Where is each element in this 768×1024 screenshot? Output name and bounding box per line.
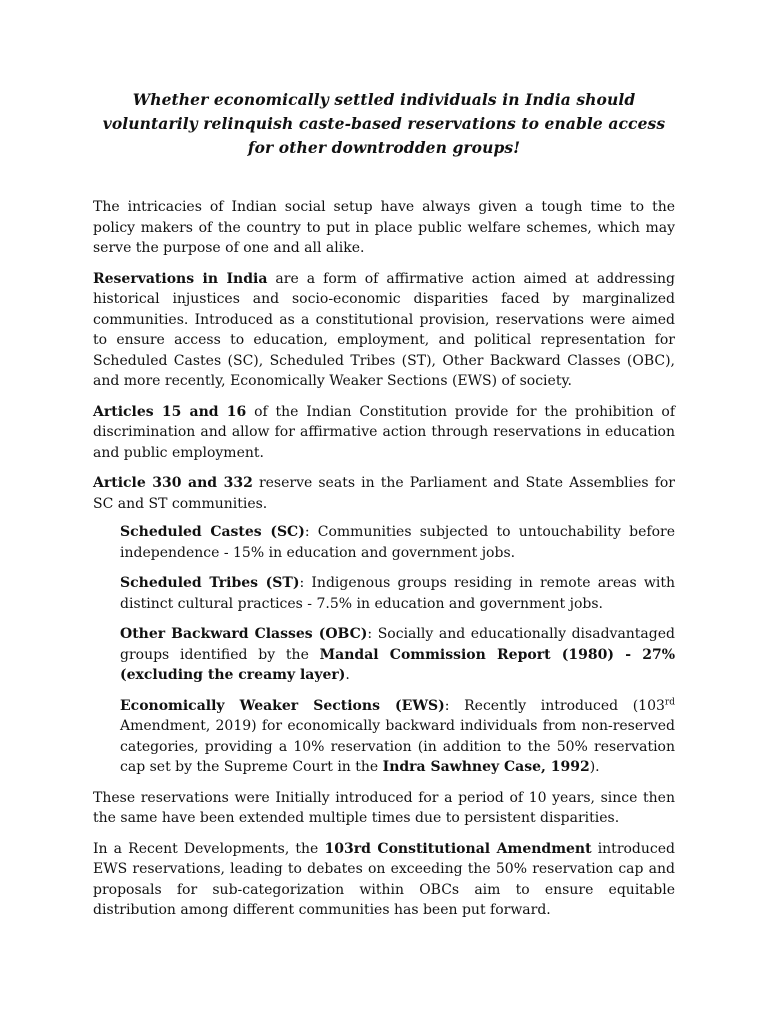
reservations-paragraph [93,269,675,392]
ews-item [120,696,675,778]
st-item [120,573,675,614]
document-body [93,197,675,931]
reservations-heading: Reservations in India [93,270,268,287]
intro-paragraph: The intricacies of Indian social setup have always given a tough time to the policy makers of the country to put in place public welfare schemes, which may serve the purpose of one and all alike. [93,199,675,256]
ews-heading: Economically Weaker Sections (EWS) [120,697,445,714]
sc-item [120,522,675,563]
obc-item [120,624,675,686]
obc-text-end: . [345,667,350,683]
st-heading: Scheduled Tribes (ST) [120,575,300,591]
recent-text-end: introduced EWS reservations, leading to debates on exceeding the 50% reservation cap and proposals for sub-categorization within OBCs aim to ensure equitable distribution among different communities has been put forward. [93,840,675,918]
articles-paragraph [93,402,675,464]
ews-text-cont: Amendment, 2019) for economically backward individuals from non-reserved categories, providing a 10% reservation (in addition to the 50% reservation cap set by the Supreme Court in the [120,718,675,775]
sc-text: : Communities subjected to untouchability before independence - 15% in education and government jobs. [120,524,675,561]
ews-superscript: rd [664,696,675,707]
ews-text: : Recently introduced (103 [444,697,665,714]
article330-text: reserve seats in the Parliament and State Assemblies for SC and ST communities. [93,475,675,512]
indra-sawhney-ref: Indra Sawhney Case, 1992 [382,759,590,775]
obc-heading: Other Backward Classes (OBC) [120,626,368,642]
articles-heading: Articles 15 and 16 [93,403,247,420]
document-title: Whether economically settled individuals in India should voluntarily relinquish caste-based reservations to enable access for other downtrodden groups! [102,90,666,157]
mandal-commission-ref: Mandal Commission Report (1980) - 27% (excluding the creamy layer) [120,646,676,683]
reservations-text: are a form of affirmative action aimed at addressing historical injustices and socio-economic disparities faced by marginalized communities. Introduced as a constitutional provision, reservations were aimed to ensure access to education, employment, and political representation for Scheduled Castes (SC), Scheduled Tribes (ST), Other Backward Classes (OBC), and more recently, Economically Weaker Sections (EWS) of society. [93,270,675,389]
recent-paragraph [93,839,675,921]
recent-text: In a Recent Developments, the [93,840,325,857]
extension-paragraph: These reservations were Initially introduced for a period of 10 years, since then the same have been extended multiple times due to persistent disparities. [93,789,675,826]
sc-heading: Scheduled Castes (SC) [120,524,305,540]
obc-text: : Socially and educationally disadvantaged groups identified by the [120,626,675,663]
article330-heading: Article 330 and 332 [93,475,253,491]
st-text: : Indigenous groups residing in remote areas with distinct cultural practices - 7.5% in education and government jobs. [120,575,675,612]
ews-text-end: ). [589,759,600,775]
articles-text: of the Indian Constitution provide for the prohibition of discrimination and allow for affirmative action through reservations in education and public employment. [93,403,676,461]
article330-paragraph [93,473,675,514]
amendment-ref: 103rd Constitutional Amendment [324,840,592,857]
